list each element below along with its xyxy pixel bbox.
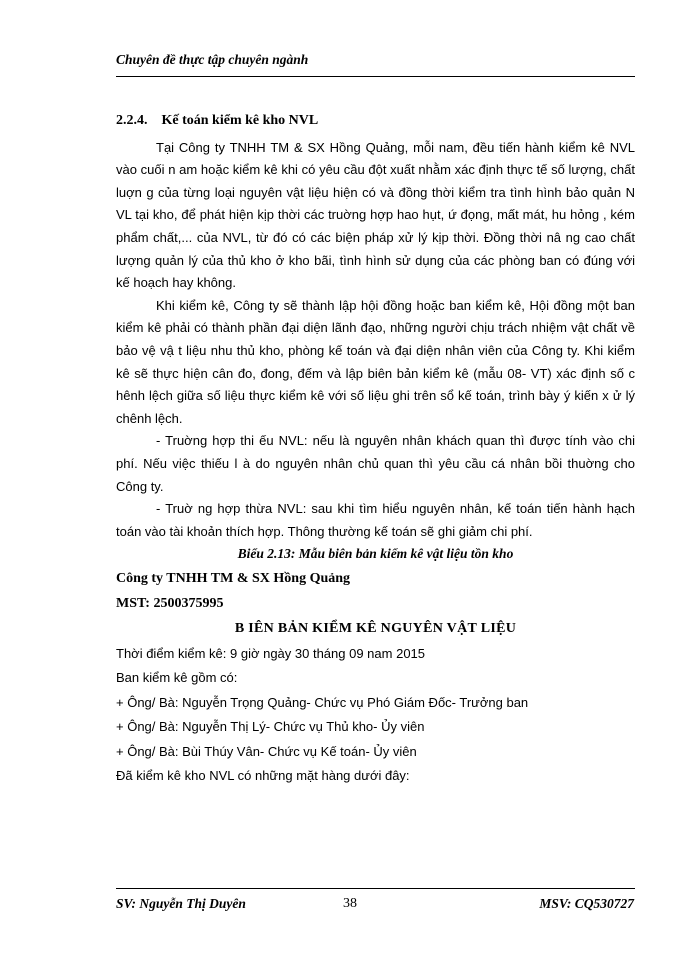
tax-code: MST: 2500375995 <box>116 595 224 611</box>
page-body <box>116 110 635 789</box>
running-header: Chuyên đề thực tập chuyên ngành <box>116 52 309 67</box>
header-rule <box>116 76 635 77</box>
paragraph-surplus: - Truờ ng hợp thừa NVL: sau khi tìm hiểu nguyên nhân, kế toán tiến hành hạch toán vào tài khoản thích hợp. Thông thường kế toán sẽ ghi giảm chi phí. <box>116 501 635 539</box>
footer-student-id: MSV: CQ530727 <box>539 896 634 911</box>
figure-caption: Biểu 2.13: Mẫu biên bản kiểm kê vật liệu tồn kho <box>237 546 514 562</box>
footer-rule <box>116 888 635 889</box>
paragraph-intro: Tại Công ty TNHH TM & SX Hồng Quảng, mỗi nam, đều tiến hành kiểm kê NVL vào cuối n am hoặc kiểm kê khi có yêu cầu đột xuất nhằm xác định thực tế số lượng, chất luợn g của từng loại nguyên vật liệu hiện có và đồng thời kiểm tra tình hình bảo quản N VL tại kho, để phát hiện kịp thời các truờng hợp hao hụt, ứ đọng, mất mát, hu hỏng , kém phẩm chất,... của NVL, từ đó có các biện pháp xử lý kịp thời. Đồng thời nâ ng cao chất lượng quản lý của thủ kho ở kho bãi, tình hình sử dụng của các phòng ban có đúng với kế hoạch hay không. <box>116 139 635 291</box>
report-time: Thời điểm kiểm kê: 9 giờ ngày 30 tháng 09 nam 2015 <box>116 645 426 661</box>
board-member: + Ông/ Bà: Nguyễn Trọng Quảng- Chức vụ Phó Giám Đốc- Trưởng ban <box>116 694 529 710</box>
footer-student-name: SV: Nguyễn Thị Duyên <box>116 896 246 911</box>
report-closing: Đã kiểm kê kho NVL có những mặt hàng dưới đây: <box>116 768 410 784</box>
report-title: B IÊN BẢN KIỂM KÊ NGUYÊN VẬT LIỆU <box>234 620 517 636</box>
paragraph-procedure: Khi kiểm kê, Công ty sẽ thành lập hội đồng hoặc ban kiểm kê, Hội đồng một ban kiểm kê phải có thành phần đại diện lãnh đạo, những người chịu trách nhiệm vật chất về bảo vệ vậ t liệu nhu thủ kho, phòng kế toán và đại diện nhân viên của Công ty. Khi kiểm kê sẽ thực hiện cân đo, đong, đếm và lập biên bản kiểm kê (mẫu 08- VT) xác định số c hênh lệch giữa số liệu thực kiểm kê với số liệu ghi trên sổ kế toán, trình bày ý kiến x ử lý chênh lệch. <box>116 297 635 426</box>
section-number: 2.2.4. <box>116 113 148 128</box>
board-intro: Ban kiểm kê gồm có: <box>116 670 238 686</box>
board-member: + Ông/ Bà: Bùi Thúy Vân- Chức vụ Kế toán- Ủy viên <box>116 743 417 759</box>
page-number: 38 <box>343 896 357 911</box>
company-name: Công ty TNHH TM & SX Hồng Quảng <box>116 570 351 586</box>
paragraph-shortage: - Truờng hợp thi ếu NVL: nếu là nguyên nhân khách quan thì được tính vào chi phí. Nếu việc thiếu l à do nguyên nhân chủ quan thì yêu cầu cá nhân bồi thuờng cho Công ty. <box>116 433 635 494</box>
board-member: + Ông/ Bà: Nguyễn Thị Lý- Chức vụ Thủ kho- Ủy viên <box>116 719 425 735</box>
section-heading <box>116 110 635 133</box>
section-title: Kế toán kiểm kê kho NVL <box>161 113 319 128</box>
